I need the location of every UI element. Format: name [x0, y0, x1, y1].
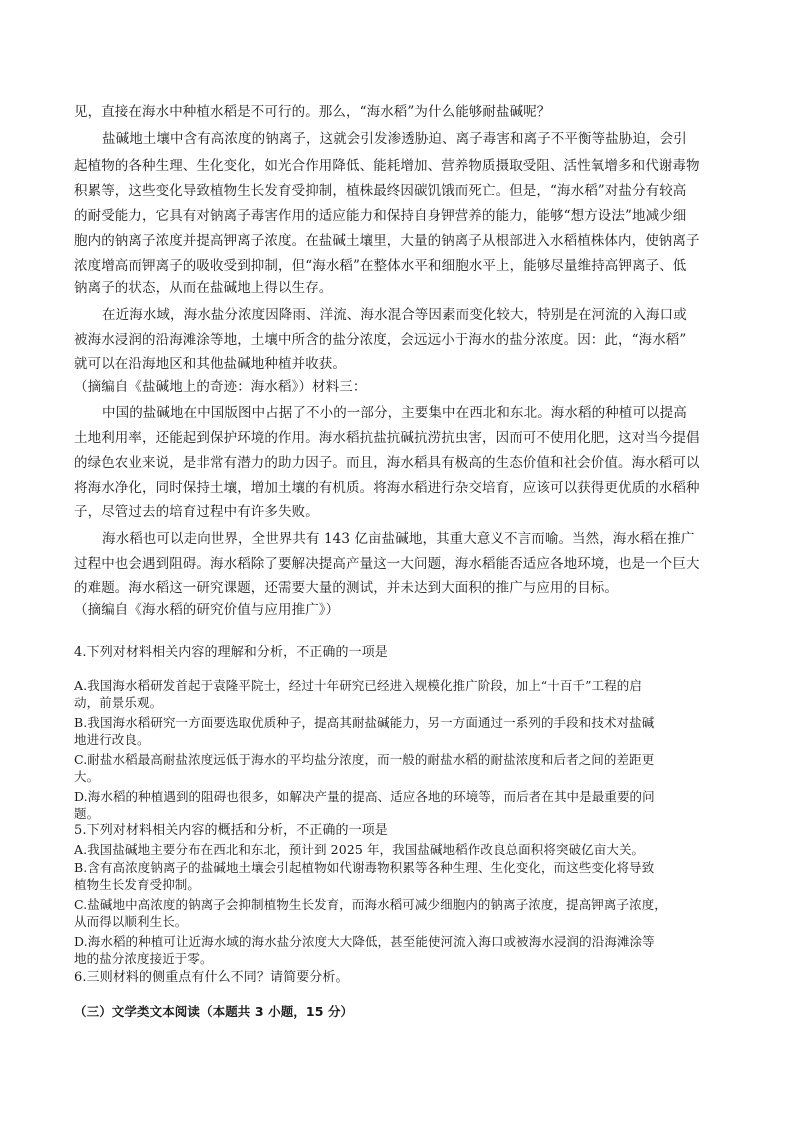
- text-line: 钠离子的状态，从而在盐碱地上得以生存。: [74, 280, 333, 296]
- option-continued: 动，前景乐观。: [74, 695, 163, 710]
- text-line: 过程中也会遇到阻碍。海水稻除了要解决提高产量这一大问题，海水稻能否适应各地环境，也是一个巨大: [74, 556, 700, 572]
- option-c: C.耐盐水稻最高耐盐浓度远低于海水的平均盐分浓度，而一般的耐盐水稻的耐盐浓度和后者之间的差距更: [74, 752, 655, 767]
- question-4: 4.下列对材料相关内容的理解和分析，不正确的一项是: [74, 645, 388, 660]
- text-line: 中国的盐碱地在中国版图中占据了不小的一部分，主要集中在西北和东北。海水稻的种植可以提高: [102, 405, 687, 421]
- text-line: 的耐受能力，它具有对钠离子毒害作用的适应能力和保持自身钾营养的能力，能够“想方设法”地减少细: [74, 208, 687, 224]
- text-line: 的难题。海水稻这一研究课题，还需要大量的测试，并未达到大面积的推广与应用的目标。: [74, 580, 618, 596]
- source-line: （摘编自《盐碱地上的奇迹：海水稻》）材料三：: [74, 379, 367, 395]
- text-line: 子，尽管过去的培育过程中有许多失败。: [74, 504, 319, 520]
- text-line: 盐碱地土壤中含有高浓度的钠离子，这就会引发渗透胁迫、离子毒害和离子不平衡等盐胁迫，会引: [102, 131, 687, 147]
- option-continued: 地进行改良。: [74, 732, 150, 747]
- text-line: 就可以在沿海地区和其他盐碱地种植并收获。: [74, 356, 346, 372]
- text-line: 被海水浸润的沿海滩涂等地，土壤中所含的盐分浓度，会远远小于海水的盐分浓度。因：此，“海水稻”: [74, 332, 687, 348]
- option-b: B.我国海水稻研究一方面要选取优质种子，提高其耐盐碱能力，另一方面通过一系列的手段和技术对盐碱: [74, 715, 655, 730]
- text-line: 的绿色农业来说，是非常有潜力的助力因子。而且，海水稻具有极高的生态价值和社会价值。海水稻可以: [74, 455, 700, 471]
- text-line: 在近海水域，海水盐分浓度因降雨、洋流、海水混合等因素而变化较大，特别是在河流的入海口或: [102, 307, 687, 323]
- option-b: B.含有高浓度钠离子的盐碱地土壤会引起植物如代谢毒物积累等各种生理、生化变化，而这些变化将导致: [74, 860, 655, 875]
- section-heading: （三）文学类文本阅读（本题共 3 小题，15 分）: [74, 1004, 354, 1019]
- option-a: A.我国海水稻研发首起于袁隆平院士，经过十年研究已经进入规模化推广阶段，加上“十百千”工程的启: [74, 678, 642, 693]
- text-line: 胞内的钠离子浓度并提高钾离子浓度。在盐碱土壤里，大量的钠离子从根部进入水稻植株体内，使钠离子: [74, 233, 700, 249]
- question-6: 6.三则材料的侧重点有什么不同？请简要分析。: [74, 970, 349, 985]
- option-continued: 从而得以顺利生长。: [74, 914, 188, 929]
- text-line: 起植物的各种生理、生化变化，如光合作用降低、能耗增加、营养物质摄取受阻、活性氧增多和代谢毒物: [74, 158, 700, 174]
- option-d: D.海水稻的种植遇到的阻碍也很多，如解决产量的提高、适应各地的环境等，而后者在其中是最重要的问: [74, 789, 655, 804]
- text-line: 将海水净化，同时保持土壤，增加土壤的有机质。将海水稻进行杂交培育，应该可以获得更优质的水稻种: [74, 480, 700, 496]
- text-line: 见，直接在海水中种植水稻是不可行的。那么，“海水稻”为什么能够耐盐碱呢？: [74, 104, 551, 120]
- option-a: A.我国盐碱地主要分布在西北和东北，预计到 2025 年，我国盐碱地稻作改良总面积将突破亿亩大关。: [74, 842, 645, 857]
- source-line: （摘编自《海水稻的研究价值与应用推广》）: [74, 602, 340, 618]
- text-line: 积累等，这些变化导致植物生长发育受抑制，植株最终因碳饥饿而死亡。但是，“海水稻”对盐分有较高: [74, 183, 687, 199]
- option-continued: 大。: [74, 769, 100, 784]
- question-5: 5.下列对材料相关内容的概括和分析，不正确的一项是: [74, 823, 388, 838]
- option-continued: 题。: [74, 806, 100, 821]
- option-c: C.盐碱地中高浓度的钠离子会抑制植物生长发育，而海水稻可减少细胞内的钠离子浓度，提高钾离子浓度，: [74, 897, 667, 912]
- option-continued: 地的盐分浓度接近于零。: [74, 951, 213, 966]
- option-d: D.海水稻的种植可让近海水域的海水盐分浓度大大降低，甚至能使河流入海口或被海水浸润的沿海滩涂等: [74, 934, 655, 949]
- text-line: 土地利用率，还能起到保护环境的作用。海水稻抗盐抗碱抗涝抗虫害，因而可不使用化肥，这对当今提倡: [74, 430, 700, 446]
- text-line: 海水稻也可以走向世界，全世界共有 143 亿亩盐碱地，其重大意义不言而喻。当然，海水稻在推广: [102, 531, 695, 547]
- text-line: 浓度增高而钾离子的吸收受到抑制，但“海水稻”在整体水平和细胞水平上，能够尽量维持高钾离子、低: [74, 258, 687, 274]
- option-continued: 植物生长发育受抑制。: [74, 877, 201, 892]
